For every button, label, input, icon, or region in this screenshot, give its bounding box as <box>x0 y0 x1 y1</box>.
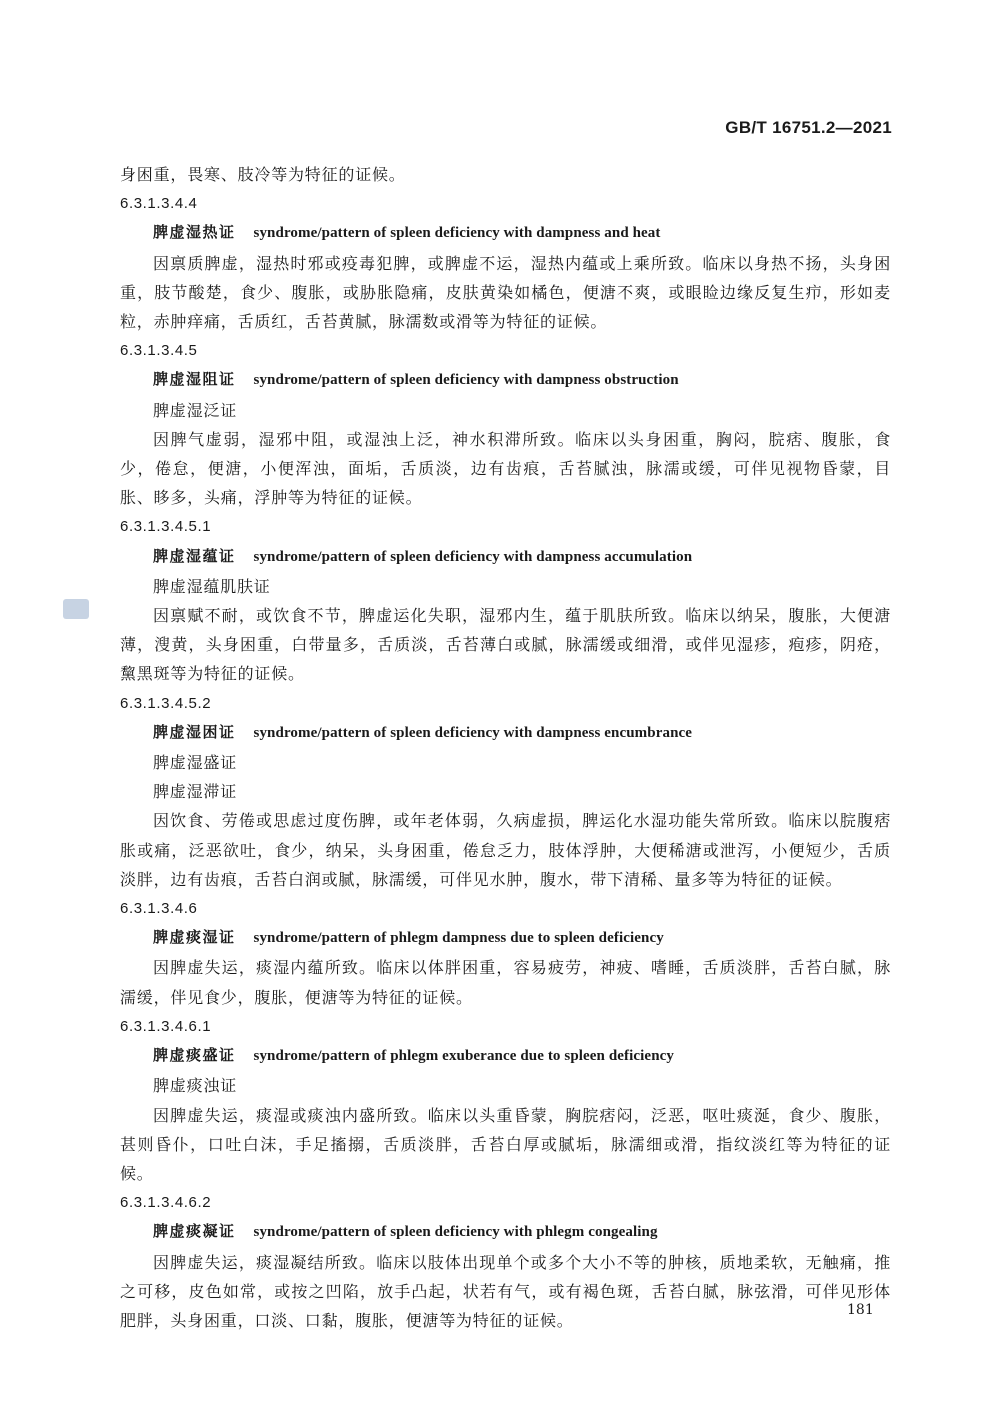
section-number: 6.3.1.3.4.6.1 <box>120 1017 212 1035</box>
side-logo-mark <box>63 599 89 619</box>
definition-paragraph: 因脾气虚弱，湿邪中阻，或湿浊上泛，神水积滞所致。临床以头身困重，胸闷，脘痞、腹胀，食少，倦怠，便溏，小便浑浊，面垢，舌质淡，边有齿痕，舌苔腻浊，脉濡或缓，可伴见视物昏蒙，目胀、眵多，头痛，浮肿等为特征的证候。 <box>120 429 891 508</box>
term-heading <box>120 542 891 572</box>
term-chinese: 脾虚痰湿证 <box>153 928 236 947</box>
standard-number-header: GB/T 16751.2—2021 <box>725 118 892 137</box>
definition-paragraph: 因禀赋不耐，或饮食不节，脾虚运化失职，湿邪内生，蕴于肌肤所致。临床以纳呆，腹胀，大便溏薄，溲黄，头身困重，白带量多，舌质淡，舌苔薄白或腻，脉濡缓或细滑，或伴见湿疹，疱疹，阴疮，黧黑斑等为特征的证候。 <box>120 606 891 684</box>
term-chinese: 脾虚湿热证 <box>153 223 236 242</box>
definition-paragraph: 身困重，畏寒、肢冷等为特征的证候。 <box>120 165 406 184</box>
synonym-term: 脾虚湿盛证 <box>153 753 238 773</box>
term-english: syndrome/pattern of phlegm exuberance due to spleen deficiency <box>253 1048 674 1065</box>
definition-paragraph: 因饮食、劳倦或思虑过度伤脾，或年老体弱，久病虚损，脾运化水湿功能失常所致。临床以脘腹痞胀或痛，泛恶欲吐，食少，纳呆，头身困重，倦怠乏力，肢体浮肿，大便稀溏或泄泻，小便短少，舌质淡胖，边有齿痕，舌苔白润或腻，脉濡缓，可伴见水肿，腹水，带下清稀、量多等为特征的证候。 <box>120 811 891 889</box>
definition-paragraph: 因脾虚失运，痰湿凝结所致。临床以肢体出现单个或多个大小不等的肿核，质地柔软，无触痛，推之可移，皮色如常，或按之凹陷，放手凸起，状若有气，或有褐色斑，舌苔白腻，脉弦滑，可伴见形体肥胖，头身困重，口淡、口黏，腹胀，便溏等为特征的证候。 <box>120 1252 891 1330</box>
definition-paragraph: 因脾虚失运，痰湿内蕴所致。临床以体胖困重，容易疲劳，神疲、嗜睡，舌质淡胖，舌苔白腻，脉濡缓，伴见食少，腹胀，便溏等为特征的证候。 <box>120 958 891 1007</box>
term-chinese: 脾虚痰盛证 <box>153 1046 236 1065</box>
definition-paragraph: 因禀质脾虚，湿热时邪或疫毒犯脾，或脾虚不运，湿热内蕴或上乘所致。临床以身热不扬，头身困重，肢节酸楚，食少、腹胀，或胁胀隐痛，皮肤黄染如橘色，便溏不爽，或眼睑边缘反复生疖，形如麦粒，赤肿痒痛，舌质红，舌苔黄腻，脉濡数或滑等为特征的证候。 <box>120 253 891 332</box>
synonym-term: 脾虚痰浊证 <box>153 1076 238 1096</box>
term-english: syndrome/pattern of phlegm dampness due to spleen deficiency <box>253 930 664 947</box>
term-heading <box>120 923 891 953</box>
term-heading <box>120 365 891 395</box>
term-english: syndrome/pattern of spleen deficiency with phlegm congealing <box>253 1224 658 1241</box>
term-english: syndrome/pattern of spleen deficiency with dampness obstruction <box>253 372 679 389</box>
section-number: 6.3.1.3.4.5 <box>120 342 198 360</box>
term-chinese: 脾虚痰凝证 <box>153 1222 236 1241</box>
term-chinese: 脾虚湿困证 <box>153 722 236 741</box>
term-chinese: 脾虚湿蕴证 <box>153 546 236 565</box>
synonym-term: 脾虚湿泛证 <box>153 400 238 420</box>
section-number: 6.3.1.3.4.6 <box>120 900 198 918</box>
term-heading <box>120 718 891 748</box>
synonym-term: 脾虚湿滞证 <box>153 782 238 802</box>
term-english: syndrome/pattern of spleen deficiency with dampness encumbrance <box>253 724 693 741</box>
term-english: syndrome/pattern of spleen deficiency with dampness accumulation <box>253 548 693 565</box>
synonym-term: 脾虚湿蕴肌肤证 <box>153 576 271 596</box>
section-number: 6.3.1.3.4.4 <box>120 195 198 213</box>
term-heading <box>120 1217 891 1247</box>
section-number: 6.3.1.3.4.5.1 <box>120 518 212 536</box>
term-heading <box>120 1041 891 1071</box>
document-body <box>120 160 891 1335</box>
term-english: syndrome/pattern of spleen deficiency with dampness and heat <box>253 225 661 242</box>
section-number: 6.3.1.3.4.5.2 <box>120 694 212 712</box>
section-number: 6.3.1.3.4.6.2 <box>120 1194 212 1212</box>
page-number: 181 <box>847 1302 874 1318</box>
term-chinese: 脾虚湿阻证 <box>153 370 236 389</box>
definition-paragraph: 因脾虚失运，痰湿或痰浊内盛所致。临床以头重昏蒙，胸脘痞闷，泛恶，呕吐痰涎，食少、腹胀，甚则昏仆，口吐白沫，手足搐搦，舌质淡胖，舌苔白厚或腻垢，脉濡细或滑，指纹淡红等为特征的证候。 <box>120 1105 891 1183</box>
term-heading <box>120 218 891 248</box>
